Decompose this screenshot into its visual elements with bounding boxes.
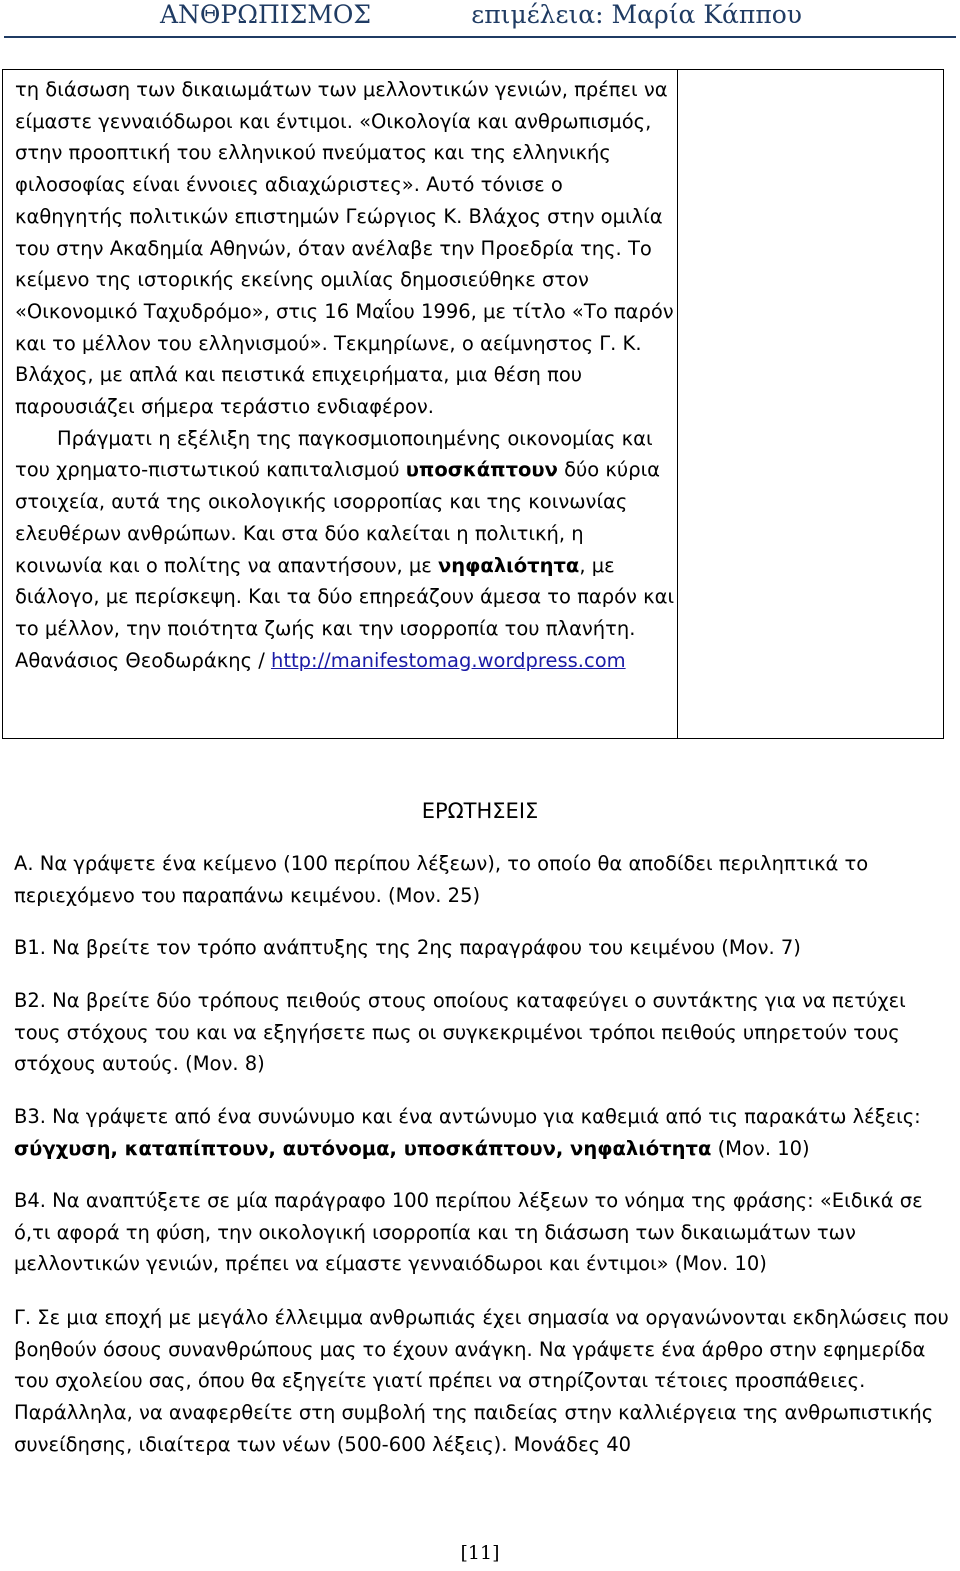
passage-paragraph-2-part-2: δύο κύρια στοιχεία, αυτά της οικολογικής ισορροπίας και της κοινωνίας ελευθέρων ανθρώπων. Και στα δύο καλείται η πολιτική, η κοινωνία και ο πολίτης να απαντήσουν, με bbox=[15, 458, 661, 577]
header-rule bbox=[4, 36, 956, 38]
passage-table bbox=[2, 69, 944, 739]
question-b4: Β4. Να αναπτύξετε σε μία παράγραφο 100 περίπου λέξεων το νόημα της φράσης: «Ειδικά σε ό,τι αφορά τη φύση, την οικολογική ισορροπία και τη διάσωση των δικαιωμάτων των μελλοντικών γενιών, πρέπει να είμαστε γενναιόδωροι και έντιμοι» (Μον. 10) bbox=[14, 1189, 923, 1276]
passage-paragraph-2-part-3: , με διάλογο, με περίσκεψη. Και τα δύο επηρεάζουν άμεσα το παρόν και το μέλλον, την ποιότητα ζωής και την ισορροπία του πλανήτη. Αθανάσιος Θεοδωράκης / bbox=[15, 553, 675, 672]
question-b2: Β2. Να βρείτε δύο τρόπους πειθούς στους οποίους καταφεύγει ο συντάκτης για να πετύχει τους στόχους του και να εξηγήσετε πως οι συγκεκριμένοι τρόποι πειθούς υπηρετούν τους στόχους αυτούς. (Μον. 8) bbox=[14, 989, 906, 1076]
question-b3-marks: (Μον. 10) bbox=[711, 1136, 810, 1160]
table-divider bbox=[677, 70, 678, 738]
passage-paragraph-2-part-1: Πράγματι η εξέλιξη της παγκοσμιοποιημένης οικονομίας και του χρηματο-πιστωτικού καπιταλισμού bbox=[15, 426, 653, 482]
passage-paragraph-1: τη διάσωση των δικαιωμάτων των μελλοντικών γενιών, πρέπει να είμαστε γενναιόδωροι και έντιμοι. «Οικολογία και ανθρωπισμός, στην προοπτική του ελληνικού πνεύματος και της ελληνικής φιλοσοφίας είναι έννοιες αδιαχώριστες». Αυτό τόνισε ο καθηγητής πολιτικών επιστημών Γεώργιος Κ. Βλάχος στην ομιλία του στην Ακαδημία Αθηνών, όταν ανέλαβε την Προεδρία της. Το κείμενο της ιστορικής εκείνης ομιλίας δημοσιεύθηκε στον «Οικονομικό Ταχυδρόμο», στις 16 Μαΐου 1996, με τίτλο «Το παρόν και το μέλλον του ελληνισμού». Τεκμηρίωνε, ο αείμνηστος Γ. Κ. Βλάχος, με απλά και πειστικά επιχειρήματα, μια θέση που παρουσιάζει σήμερα τεράστιο ενδιαφέρον. bbox=[15, 78, 674, 419]
bold-word-nifaliotita: νηφαλιότητα bbox=[438, 553, 580, 577]
question-g: Γ. Σε μια εποχή με μεγάλο έλλειμμα ανθρωπιάς έχει σημασία να οργανώνονται εκδηλώσεις που βοηθούν όσους συνανθρώπους μας το έχουν ανάγκη. Να γράψετε ένα άρθρο στην εφημερίδα του σχολείου σας, όπου θα εξηγείτε γιατί πρέπει να στηρίζονται τέτοιες προσπάθειες. Παράλληλα, να αναφερθείτε στη συμβολή της παιδείας στην καλλιέργεια της ανθρωπιστικής συνείδησης, ιδιαίτερα των νέων (500-600 λέξεις). Μονάδες 40 bbox=[14, 1306, 949, 1456]
header-subject: ΑΝΘΡΩΠΙΣΜΟΣ bbox=[160, 0, 372, 29]
page-number: [11] bbox=[460, 1542, 500, 1564]
question-b1: Β1. Να βρείτε τον τρόπο ανάπτυξης της 2ης παραγράφου του κειμένου (Μον. 7) bbox=[14, 936, 801, 959]
question-b3-words: σύγχυση, καταπίπτουν, αυτόνομα, υποσκάπτουν, νηφαλιότητα bbox=[14, 1136, 712, 1160]
page-header bbox=[0, 0, 960, 40]
bold-word-yposkaptoun: υποσκάπτουν bbox=[405, 458, 558, 482]
header-editor: επιμέλεια: Μαρία Κάππου bbox=[471, 0, 802, 29]
question-a: Α. Να γράψετε ένα κείμενο (100 περίπου λέξεων), το οποίο θα αποδίδει περιληπτικά το περιεχόμενο του παραπάνω κειμένου. (Μον. 25) bbox=[14, 852, 869, 907]
question-b3-prompt: Β3. Να γράψετε από ένα συνώνυμο και ένα αντώνυμο για καθεμιά από τις παρακάτω λέξεις: bbox=[14, 1105, 921, 1128]
question-b3 bbox=[14, 1101, 952, 1164]
questions-title: ΕΡΩΤΗΣΕΙΣ bbox=[421, 799, 539, 823]
source-link[interactable]: http://manifestomag.wordpress.com bbox=[270, 648, 626, 672]
passage-text bbox=[15, 74, 677, 676]
